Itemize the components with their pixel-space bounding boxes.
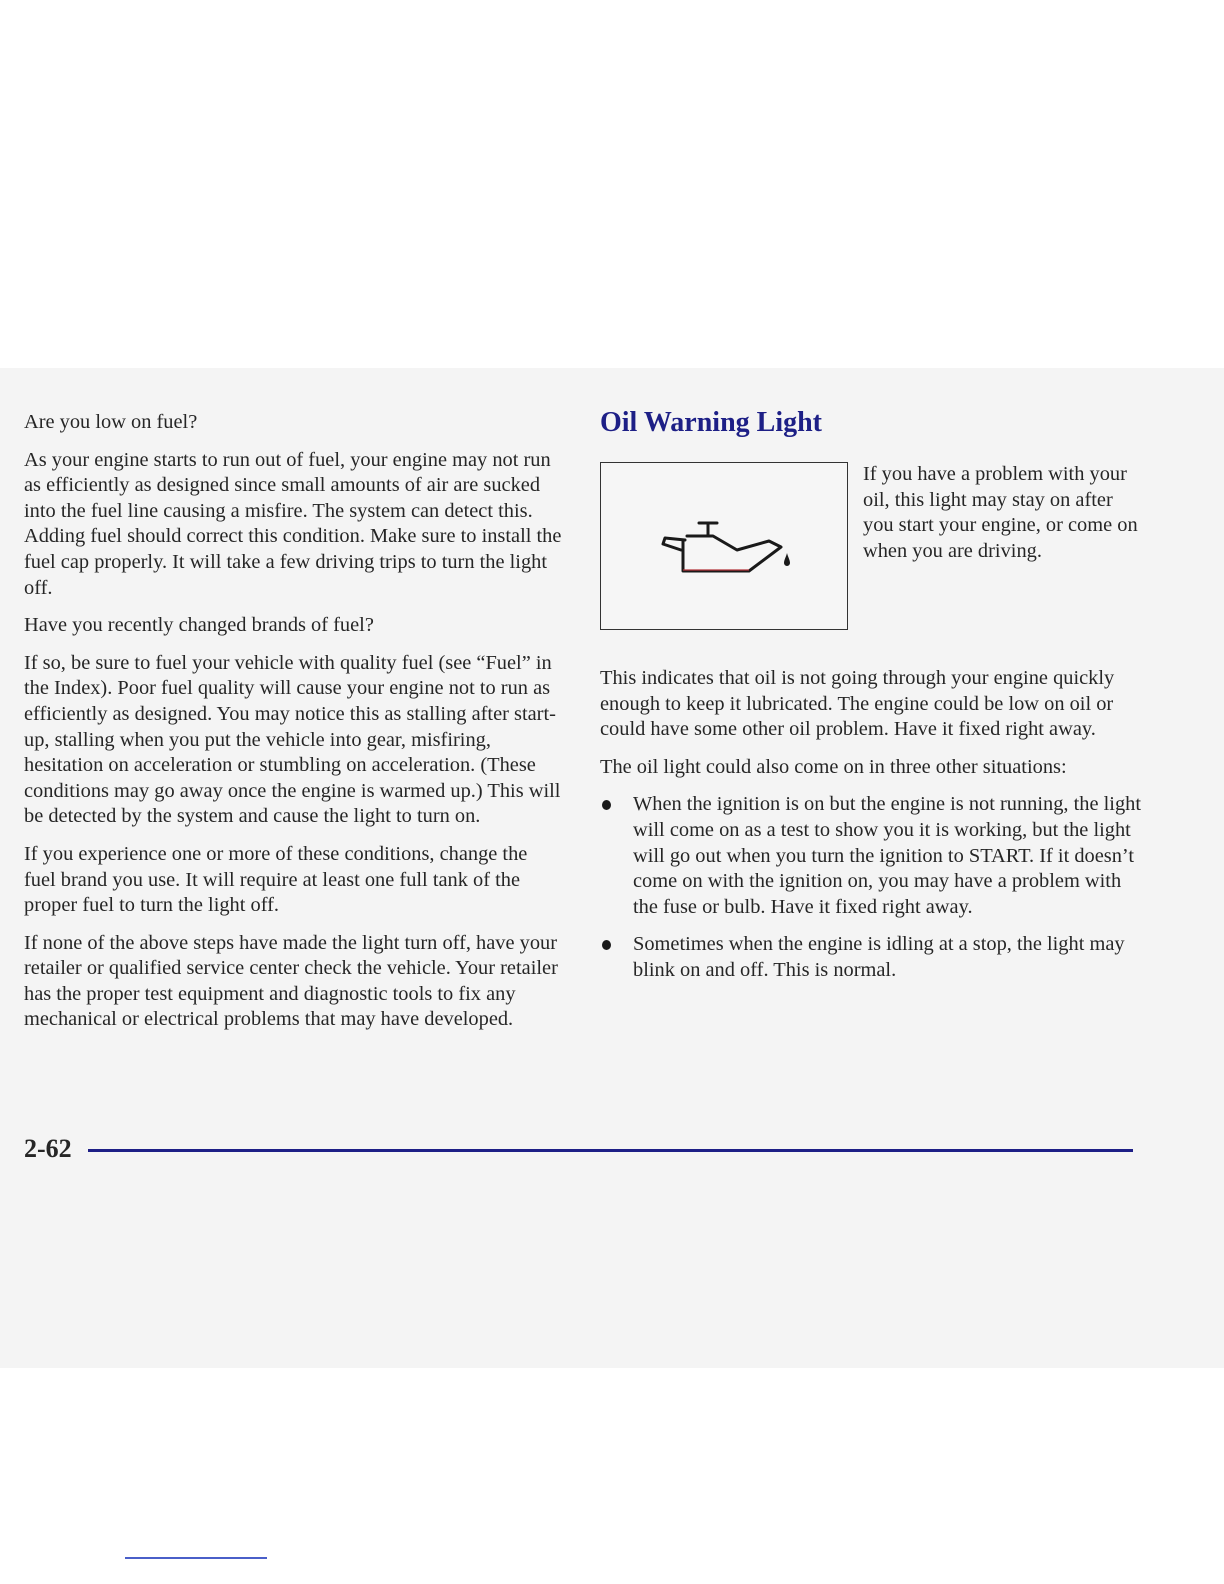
list-item-text: When the ignition is on but the engine is not running, the light will come on as a test to show you it is working, but the light will go out when you turn the ignition to START. If it doesn’t come on with the ignition on, you may have a problem with the fuse or bulb. Have it fixed right away. xyxy=(633,793,1142,918)
paragraph-change-brand: If you experience one or more of these conditions, change the fuel brand you use. It will require at least one full tank of the proper fuel to turn the light off. xyxy=(24,842,528,917)
section-title: Oil Warning Light xyxy=(600,407,822,438)
list-item-text: Sometimes when the engine is idling at a stop, the light may blink on and off. This is normal. xyxy=(633,933,1125,981)
bullet-icon xyxy=(602,940,611,950)
paragraph-service: If none of the above steps have made the light turn off, have your retailer or qualified service center check the vehicle. Your retailer has the proper test equipment and diagnostic tools to fix any mechanical or electrical problems that may have developed. xyxy=(24,931,558,1031)
oil-light-details xyxy=(600,666,1145,996)
oil-can-icon xyxy=(661,517,795,581)
bottom-divider xyxy=(125,1557,267,1559)
list-item xyxy=(600,932,1145,983)
paragraph-oil-indicates: This indicates that oil is not going through your engine quickly enough to keep it lubricated. The engine could be low on oil or could have some other oil problem. Have it fixed right away. xyxy=(600,667,1115,741)
oil-light-description: If you have a problem with your oil, this light may stay on after you start your engine, or come on when you are driving. xyxy=(863,463,1138,562)
footer-rule xyxy=(88,1149,1133,1152)
list-item xyxy=(600,792,1145,920)
paragraph-fuel-quality: If so, be sure to fuel your vehicle with quality fuel (see “Fuel” in the Index). Poor fuel quality will cause your engine not to run as efficiently as designed. You may notice this as stalling after start-up, stalling when you put the vehicle into gear, misfiring, hesitation on acceleration or stumbling on acceleration. (These conditions may go away once the engine is warmed up.) This will be detected by the system and cause the light to turn on. xyxy=(24,651,561,828)
paragraph-other-situations: The oil light could also come on in three other situations: xyxy=(600,755,1067,778)
oil-warning-illustration xyxy=(600,462,848,630)
bullet-icon xyxy=(602,800,611,810)
paragraph-low-fuel: As your engine starts to run out of fuel, your engine may not run as efficiently as designed since small amounts of air are sucked into the fuel line causing a misfire. The system can detect this. Adding fuel should correct this condition. Make sure to install the fuel cap properly. It will take a few driving trips to turn the light off. xyxy=(24,448,562,599)
situation-list xyxy=(600,792,1145,983)
page-number: 2-62 xyxy=(24,1134,72,1163)
left-column xyxy=(24,410,564,1045)
question-low-fuel: Are you low on fuel? xyxy=(24,411,198,433)
question-fuel-brand: Have you recently changed brands of fuel? xyxy=(24,614,374,637)
right-column xyxy=(600,406,1145,981)
